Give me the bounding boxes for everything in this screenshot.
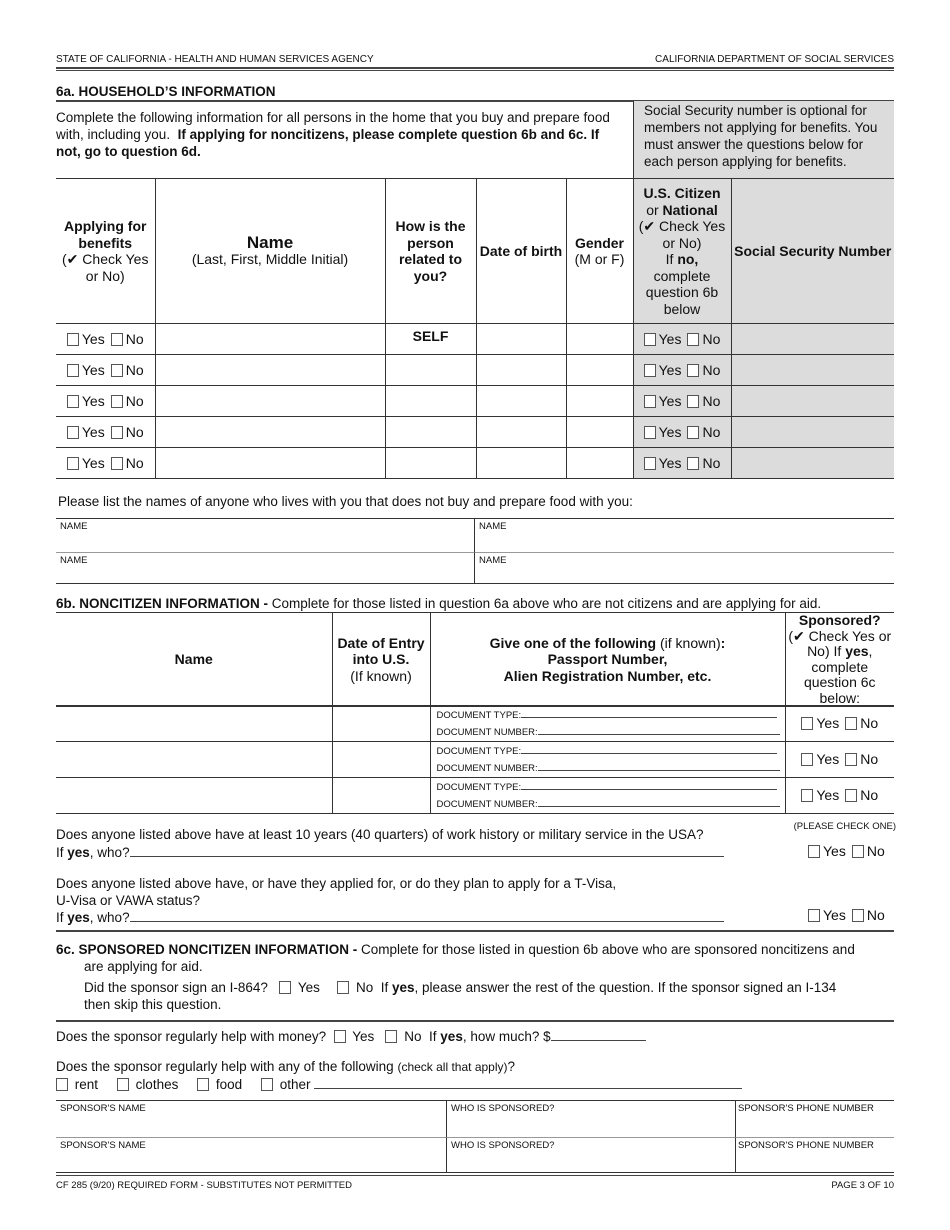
related-cell[interactable] bbox=[385, 448, 476, 479]
no-checkbox[interactable] bbox=[687, 364, 699, 377]
yes-label: Yes bbox=[658, 330, 682, 347]
question-line: Does anyone listed above have, or have they applied for, or do they plan to apply for a T-Visa, bbox=[56, 876, 617, 891]
yes-label: Yes bbox=[658, 423, 682, 440]
gender-cell[interactable] bbox=[566, 355, 633, 386]
col-citizen bbox=[633, 179, 731, 324]
field-label: NAME bbox=[60, 521, 88, 532]
section-6b-title bbox=[56, 595, 821, 612]
field-label: SPONSOR'S PHONE NUMBER bbox=[738, 1103, 874, 1114]
citizen-yes-no bbox=[644, 455, 721, 471]
noncitizen-table bbox=[56, 612, 894, 707]
yes-label: Yes bbox=[81, 330, 105, 347]
label: , who? bbox=[89, 910, 130, 925]
no-checkbox[interactable] bbox=[111, 395, 123, 408]
field-label: SPONSOR'S NAME bbox=[60, 1140, 146, 1151]
gender-cell[interactable] bbox=[566, 324, 633, 355]
who-input[interactable] bbox=[130, 910, 724, 922]
yes-checkbox[interactable] bbox=[644, 364, 656, 377]
no-checkbox[interactable] bbox=[687, 426, 699, 439]
other-label: other bbox=[279, 1077, 311, 1092]
related-cell[interactable] bbox=[385, 417, 476, 448]
applying-yes-no bbox=[67, 362, 144, 378]
citizen-yes-no bbox=[644, 331, 721, 347]
no-checkbox[interactable] bbox=[687, 395, 699, 408]
yes-checkbox[interactable] bbox=[644, 426, 656, 439]
department-header: CALIFORNIA DEPARTMENT OF SOCIAL SERVICES bbox=[655, 54, 894, 65]
sponsor-table bbox=[56, 1100, 894, 1173]
col-related: How is the person related to you? bbox=[385, 179, 476, 324]
section-6a-intro bbox=[56, 109, 616, 160]
col-note: or bbox=[646, 201, 663, 218]
ssn-note: Social Security number is optional for members not applying for benefits. You must answer the questions below for each person applying for benefits. bbox=[633, 101, 894, 178]
sponsor-phone-field[interactable] bbox=[735, 1137, 894, 1173]
agency-header: STATE OF CALIFORNIA - HEALTH AND HUMAN SERVICES AGENCY bbox=[56, 54, 374, 65]
question-line: U-Visa or VAWA status? bbox=[56, 893, 201, 908]
yes-label: Yes bbox=[816, 787, 840, 804]
label: yes bbox=[67, 845, 90, 860]
col-note: , complete question 6c below: bbox=[803, 643, 876, 706]
doc-number-label: DOCUMENT NUMBER: bbox=[436, 762, 538, 774]
yes-checkbox[interactable] bbox=[644, 395, 656, 408]
sponsored-yes-no bbox=[801, 751, 878, 767]
col-label: Alien Registration Number, etc. bbox=[503, 667, 712, 684]
col-label: Passport Number, bbox=[547, 651, 668, 668]
dob-cell[interactable] bbox=[476, 386, 566, 417]
yes-checkbox[interactable] bbox=[644, 457, 656, 470]
section-desc: are applying for aid. bbox=[84, 959, 203, 974]
citizen-yes-no bbox=[644, 393, 721, 409]
doc-type-label: DOCUMENT TYPE: bbox=[436, 745, 522, 757]
ssn-cell[interactable] bbox=[731, 324, 894, 355]
money-yes-checkbox[interactable] bbox=[334, 1030, 346, 1043]
no-checkbox[interactable] bbox=[845, 717, 857, 730]
i864-no-checkbox[interactable] bbox=[337, 981, 349, 994]
name-cell[interactable] bbox=[56, 742, 332, 778]
gender-cell[interactable] bbox=[566, 417, 633, 448]
field-label: NAME bbox=[479, 521, 507, 532]
col-note: (If known) bbox=[350, 667, 412, 684]
ssn-cell[interactable] bbox=[731, 386, 894, 417]
others-names-box bbox=[56, 518, 894, 584]
intro-text: Complete the following information for all persons in the home that you buy and prepare food with, including you. bbox=[56, 110, 610, 142]
document-cell bbox=[430, 742, 785, 778]
no-checkbox[interactable] bbox=[845, 789, 857, 802]
entry-date-cell[interactable] bbox=[332, 778, 430, 814]
yes-label: Yes bbox=[81, 392, 105, 409]
section-title: 6b. NONCITIZEN INFORMATION - bbox=[56, 596, 268, 611]
yes-checkbox[interactable] bbox=[808, 845, 820, 858]
i864-note: then skip this question. bbox=[84, 997, 222, 1012]
yes-label: Yes bbox=[658, 392, 682, 409]
no-checkbox[interactable] bbox=[111, 364, 123, 377]
col-note: yes bbox=[845, 643, 869, 659]
col-sponsored bbox=[785, 613, 894, 707]
work-history-yes-no bbox=[808, 843, 885, 859]
yes-label: Yes bbox=[816, 715, 840, 732]
section-desc: Complete for those listed in question 6a above who are not citizens and are applying for aid. bbox=[268, 596, 822, 611]
label: yes bbox=[392, 980, 415, 995]
yes-label: Yes bbox=[81, 423, 105, 440]
field-label: SPONSOR'S PHONE NUMBER bbox=[738, 1140, 874, 1151]
i864-question bbox=[84, 979, 884, 996]
entry-date-cell[interactable] bbox=[332, 742, 430, 778]
please-check-one: (PLEASE CHECK ONE) bbox=[793, 821, 896, 832]
household-row bbox=[56, 386, 894, 417]
label: , how much? $ bbox=[462, 1029, 551, 1044]
no-label: No bbox=[125, 361, 144, 378]
col-ssn: Social Security Number bbox=[731, 179, 894, 324]
name-cell[interactable] bbox=[155, 386, 385, 417]
yes-label: Yes bbox=[297, 980, 320, 995]
no-label: No bbox=[125, 392, 144, 409]
who-input[interactable] bbox=[130, 845, 724, 857]
name-cell[interactable] bbox=[155, 324, 385, 355]
yes-label: Yes bbox=[658, 361, 682, 378]
food-checkbox[interactable] bbox=[197, 1078, 209, 1091]
visa-question bbox=[56, 875, 724, 926]
col-name bbox=[155, 179, 385, 324]
question-note: (check all that apply) bbox=[397, 1060, 508, 1074]
household-row bbox=[56, 324, 894, 355]
doc-number-input[interactable] bbox=[538, 725, 780, 735]
yes-label: Yes bbox=[81, 361, 105, 378]
label: , please answer the rest of the question. If the sponsor signed an I-134 bbox=[414, 980, 837, 995]
col-dob: Date of birth bbox=[476, 179, 566, 324]
divider bbox=[56, 1020, 894, 1022]
other-name-field[interactable] bbox=[56, 552, 474, 584]
gender-cell[interactable] bbox=[566, 386, 633, 417]
col-label: U.S. Citizen bbox=[643, 185, 721, 201]
money-amount-input[interactable] bbox=[551, 1029, 646, 1041]
no-label: No bbox=[702, 392, 721, 409]
no-checkbox[interactable] bbox=[111, 333, 123, 346]
col-label: Date of Entry into U.S. bbox=[337, 634, 425, 668]
no-label: No bbox=[702, 454, 721, 471]
col-note: (Last, First, Middle Initial) bbox=[191, 251, 349, 267]
no-label: No bbox=[860, 787, 879, 804]
sponsor-name-field[interactable] bbox=[56, 1137, 446, 1173]
doc-type-label: DOCUMENT TYPE: bbox=[436, 709, 522, 721]
sponsored-yes-no bbox=[801, 787, 878, 803]
yes-checkbox[interactable] bbox=[801, 753, 813, 766]
yes-label: Yes bbox=[816, 751, 840, 768]
field-label: SPONSOR'S NAME bbox=[60, 1103, 146, 1114]
intro-bold-text: If applying for noncitizens, please complete question 6b and 6c. If not, go to question 6d. bbox=[56, 127, 600, 159]
name-cell[interactable] bbox=[56, 778, 332, 814]
dob-cell[interactable] bbox=[476, 355, 566, 386]
yes-checkbox[interactable] bbox=[67, 333, 79, 346]
col-label: Gender bbox=[574, 234, 624, 251]
field-label: NAME bbox=[479, 555, 507, 566]
citizen-yes-no bbox=[644, 424, 721, 440]
household-row bbox=[56, 417, 894, 448]
col-label: National bbox=[662, 201, 718, 218]
no-label: No bbox=[860, 715, 879, 732]
question-label: Did the sponsor sign an I-864? bbox=[84, 980, 268, 995]
section-6c-title bbox=[56, 941, 901, 975]
sponsor-phone-field[interactable] bbox=[735, 1101, 894, 1137]
no-checkbox[interactable] bbox=[852, 845, 864, 858]
food-label: food bbox=[215, 1077, 243, 1092]
household-row bbox=[56, 448, 894, 479]
label: If bbox=[56, 910, 68, 925]
col-note: no, bbox=[677, 251, 699, 267]
label: , who? bbox=[89, 845, 130, 860]
applying-yes-no bbox=[67, 393, 144, 409]
ssn-cell[interactable] bbox=[731, 448, 894, 479]
no-label: No bbox=[125, 330, 144, 347]
help-question bbox=[56, 1058, 515, 1076]
section-title: 6c. SPONSORED NONCITIZEN INFORMATION - bbox=[56, 942, 358, 957]
no-label: No bbox=[860, 751, 879, 768]
noncitizen-row bbox=[56, 706, 894, 742]
section-6a-title: 6a. HOUSEHOLD’S INFORMATION bbox=[56, 84, 276, 99]
col-note: If bbox=[665, 251, 678, 267]
related-cell[interactable]: SELF bbox=[385, 324, 476, 355]
yes-label: Yes bbox=[352, 1029, 375, 1044]
yes-label: Yes bbox=[823, 843, 846, 859]
money-question bbox=[56, 1028, 646, 1045]
other-name-field[interactable] bbox=[56, 519, 474, 552]
other-name-field[interactable] bbox=[474, 552, 894, 584]
col-note: (✔ Check Yes or No) bbox=[638, 218, 726, 251]
no-label: No bbox=[866, 843, 885, 859]
work-history-question: Does anyone listed above have at least 10 years (40 quarters) of work history or military service in the USA? bbox=[56, 827, 704, 842]
document-cell bbox=[430, 778, 785, 814]
yes-checkbox[interactable] bbox=[644, 333, 656, 346]
section-desc: Complete for those listed in question 6b above who are sponsored noncitizens and bbox=[357, 942, 855, 957]
noncitizen-rows bbox=[56, 705, 894, 814]
col-note: (✔ Check Yes or No) bbox=[62, 251, 149, 284]
noncitizen-row bbox=[56, 778, 894, 814]
name-cell[interactable] bbox=[56, 706, 332, 742]
no-checkbox[interactable] bbox=[111, 457, 123, 470]
sponsored-yes-no bbox=[801, 715, 878, 731]
household-header-row bbox=[56, 179, 894, 324]
col-label: Applying for benefits bbox=[64, 218, 147, 251]
page-number: PAGE 3 OF 10 bbox=[831, 1180, 894, 1191]
money-no-checkbox[interactable] bbox=[385, 1030, 397, 1043]
ssn-cell[interactable] bbox=[731, 355, 894, 386]
household-rows bbox=[56, 323, 894, 479]
doc-number-input[interactable] bbox=[538, 761, 780, 771]
divider bbox=[56, 930, 894, 932]
others-prompt: Please list the names of anyone who lives with you that does not buy and prepare food with you: bbox=[58, 494, 633, 509]
doc-type-input[interactable] bbox=[521, 744, 777, 754]
no-checkbox[interactable] bbox=[845, 753, 857, 766]
col-note: (if known) bbox=[656, 634, 721, 651]
applying-yes-no bbox=[67, 424, 144, 440]
no-label: No bbox=[125, 454, 144, 471]
label: If bbox=[380, 980, 393, 995]
yes-label: Yes bbox=[823, 907, 846, 923]
col-label: Give one of the following bbox=[489, 634, 657, 651]
household-table bbox=[56, 178, 894, 324]
doc-type-input[interactable] bbox=[521, 780, 777, 790]
form-id: CF 285 (9/20) REQUIRED FORM - SUBSTITUTES NOT PERMITTED bbox=[56, 1180, 352, 1191]
yes-checkbox[interactable] bbox=[67, 457, 79, 470]
label: If bbox=[429, 1029, 441, 1044]
no-label: No bbox=[702, 330, 721, 347]
applying-yes-no bbox=[67, 455, 144, 471]
no-checkbox[interactable] bbox=[687, 457, 699, 470]
col-note: (✔ Check Yes or No) If bbox=[788, 627, 892, 659]
yes-checkbox[interactable] bbox=[67, 426, 79, 439]
who-sponsored-field[interactable] bbox=[446, 1101, 735, 1137]
col-label: Name bbox=[246, 232, 294, 252]
col-applying bbox=[56, 179, 155, 324]
col-note: complete question 6b below bbox=[645, 267, 719, 317]
rent-label: rent bbox=[74, 1077, 99, 1092]
related-cell[interactable] bbox=[385, 386, 476, 417]
yes-label: Yes bbox=[658, 454, 682, 471]
sponsor-name-field[interactable] bbox=[56, 1101, 446, 1137]
no-label: No bbox=[404, 1029, 422, 1044]
dob-cell[interactable] bbox=[476, 417, 566, 448]
label: yes bbox=[440, 1029, 463, 1044]
col-document bbox=[430, 613, 785, 707]
doc-number-label: DOCUMENT NUMBER: bbox=[436, 726, 538, 738]
yes-checkbox[interactable] bbox=[67, 364, 79, 377]
name-cell[interactable] bbox=[155, 448, 385, 479]
gender-cell[interactable] bbox=[566, 448, 633, 479]
yes-label: Yes bbox=[81, 454, 105, 471]
doc-number-label: DOCUMENT NUMBER: bbox=[436, 798, 538, 810]
other-input[interactable] bbox=[314, 1077, 742, 1089]
who-sponsored-field[interactable] bbox=[446, 1137, 735, 1173]
label: If bbox=[56, 845, 68, 860]
question-label: Does the sponsor regularly help with any of the following bbox=[56, 1059, 398, 1074]
related-cell[interactable] bbox=[385, 355, 476, 386]
name-cell[interactable] bbox=[155, 355, 385, 386]
no-label: No bbox=[702, 423, 721, 440]
other-checkbox[interactable] bbox=[261, 1078, 273, 1091]
rent-checkbox[interactable] bbox=[56, 1078, 68, 1091]
question-label: ? bbox=[507, 1059, 516, 1074]
i864-yes-checkbox[interactable] bbox=[279, 981, 291, 994]
no-checkbox[interactable] bbox=[852, 909, 864, 922]
clothes-label: clothes bbox=[135, 1077, 179, 1092]
clothes-checkbox[interactable] bbox=[117, 1078, 129, 1091]
col-entry bbox=[332, 613, 430, 707]
col-name: Name bbox=[56, 613, 332, 707]
divider bbox=[56, 70, 894, 71]
doc-type-label: DOCUMENT TYPE: bbox=[436, 781, 522, 793]
divider bbox=[56, 1175, 894, 1176]
doc-number-input[interactable] bbox=[538, 797, 780, 807]
applying-yes-no bbox=[67, 331, 144, 347]
yes-checkbox[interactable] bbox=[801, 717, 813, 730]
name-cell[interactable] bbox=[155, 417, 385, 448]
field-label: NAME bbox=[60, 555, 88, 566]
question-label: Does the sponsor regularly help with money? bbox=[56, 1029, 327, 1044]
work-history-who bbox=[56, 844, 724, 861]
col-note: (M or F) bbox=[574, 251, 625, 267]
yes-checkbox[interactable] bbox=[801, 789, 813, 802]
document-cell bbox=[430, 706, 785, 742]
col-label: Sponsored? bbox=[798, 612, 881, 628]
divider bbox=[56, 67, 894, 69]
no-label: No bbox=[702, 361, 721, 378]
no-checkbox[interactable] bbox=[111, 426, 123, 439]
no-label: No bbox=[355, 980, 374, 995]
field-label: WHO IS SPONSORED? bbox=[451, 1140, 555, 1151]
col-gender bbox=[566, 179, 633, 324]
dob-cell[interactable] bbox=[476, 448, 566, 479]
col-note: : bbox=[720, 634, 726, 651]
doc-type-input[interactable] bbox=[521, 708, 777, 718]
yes-checkbox[interactable] bbox=[67, 395, 79, 408]
noncitizen-row bbox=[56, 742, 894, 778]
household-row bbox=[56, 355, 894, 386]
ssn-cell[interactable] bbox=[731, 417, 894, 448]
other-name-field[interactable] bbox=[474, 519, 894, 552]
no-label: No bbox=[125, 423, 144, 440]
field-label: WHO IS SPONSORED? bbox=[451, 1103, 555, 1114]
help-options bbox=[56, 1076, 742, 1093]
visa-yes-no bbox=[808, 907, 885, 923]
entry-date-cell[interactable] bbox=[332, 706, 430, 742]
dob-cell[interactable] bbox=[476, 324, 566, 355]
yes-checkbox[interactable] bbox=[808, 909, 820, 922]
no-label: No bbox=[866, 907, 885, 923]
label: yes bbox=[67, 910, 90, 925]
no-checkbox[interactable] bbox=[687, 333, 699, 346]
citizen-yes-no bbox=[644, 362, 721, 378]
noncitizen-header-row bbox=[56, 613, 894, 707]
